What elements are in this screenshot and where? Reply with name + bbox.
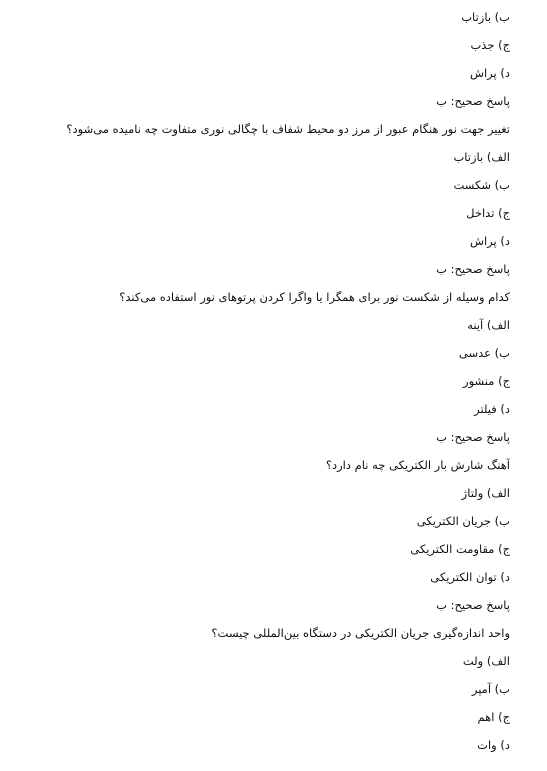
option-line: ب) آمپر: [471, 682, 510, 696]
option-line: ج) مقاومت الکتریکی: [410, 542, 510, 556]
question-line: تغییر جهت نور هنگام عبور از مرز دو محیط شفاف با چگالی نوری متفاوت چه نامیده می‌شود؟: [66, 122, 510, 136]
option-line: د) وات: [477, 738, 510, 752]
answer-line: پاسخ صحیح: ب: [436, 262, 510, 276]
option-line: الف) آینه: [467, 318, 510, 332]
option-line: ج) تداخل: [466, 206, 510, 220]
answer-line: پاسخ صحیح: ب: [436, 430, 510, 444]
option-line: الف) ولتاژ: [461, 486, 510, 500]
question-line: کدام وسیله از شکست نور برای همگرا یا واگرا کردن پرتوهای نور استفاده می‌کند؟: [119, 290, 510, 304]
option-line: ب) شکست: [453, 178, 510, 192]
option-line: ج) منشور: [463, 374, 510, 388]
option-line: ب) بازتاب: [461, 10, 510, 24]
option-line: د) فیلتر: [474, 402, 510, 416]
option-line: ب) جریان الکتریکی: [416, 514, 510, 528]
question-line: واحد اندازه‌گیری جریان الکتریکی در دستگاه بین‌المللی چیست؟: [211, 626, 510, 640]
option-line: ج) اهم: [477, 710, 510, 724]
option-line: د) توان الکتریکی: [430, 570, 510, 584]
option-line: د) پراش: [469, 66, 510, 80]
option-line: الف) ولت: [462, 654, 510, 668]
option-line: ج) جذب: [470, 38, 510, 52]
answer-line: پاسخ صحیح: ب: [436, 598, 510, 612]
option-line: الف) بازتاب: [453, 150, 510, 164]
option-line: ب) عدسی: [458, 346, 510, 360]
option-line: د) پراش: [469, 234, 510, 248]
answer-line: پاسخ صحیح: ب: [436, 94, 510, 108]
question-line: آهنگ شارش بار الکتریکی چه نام دارد؟: [325, 458, 510, 472]
